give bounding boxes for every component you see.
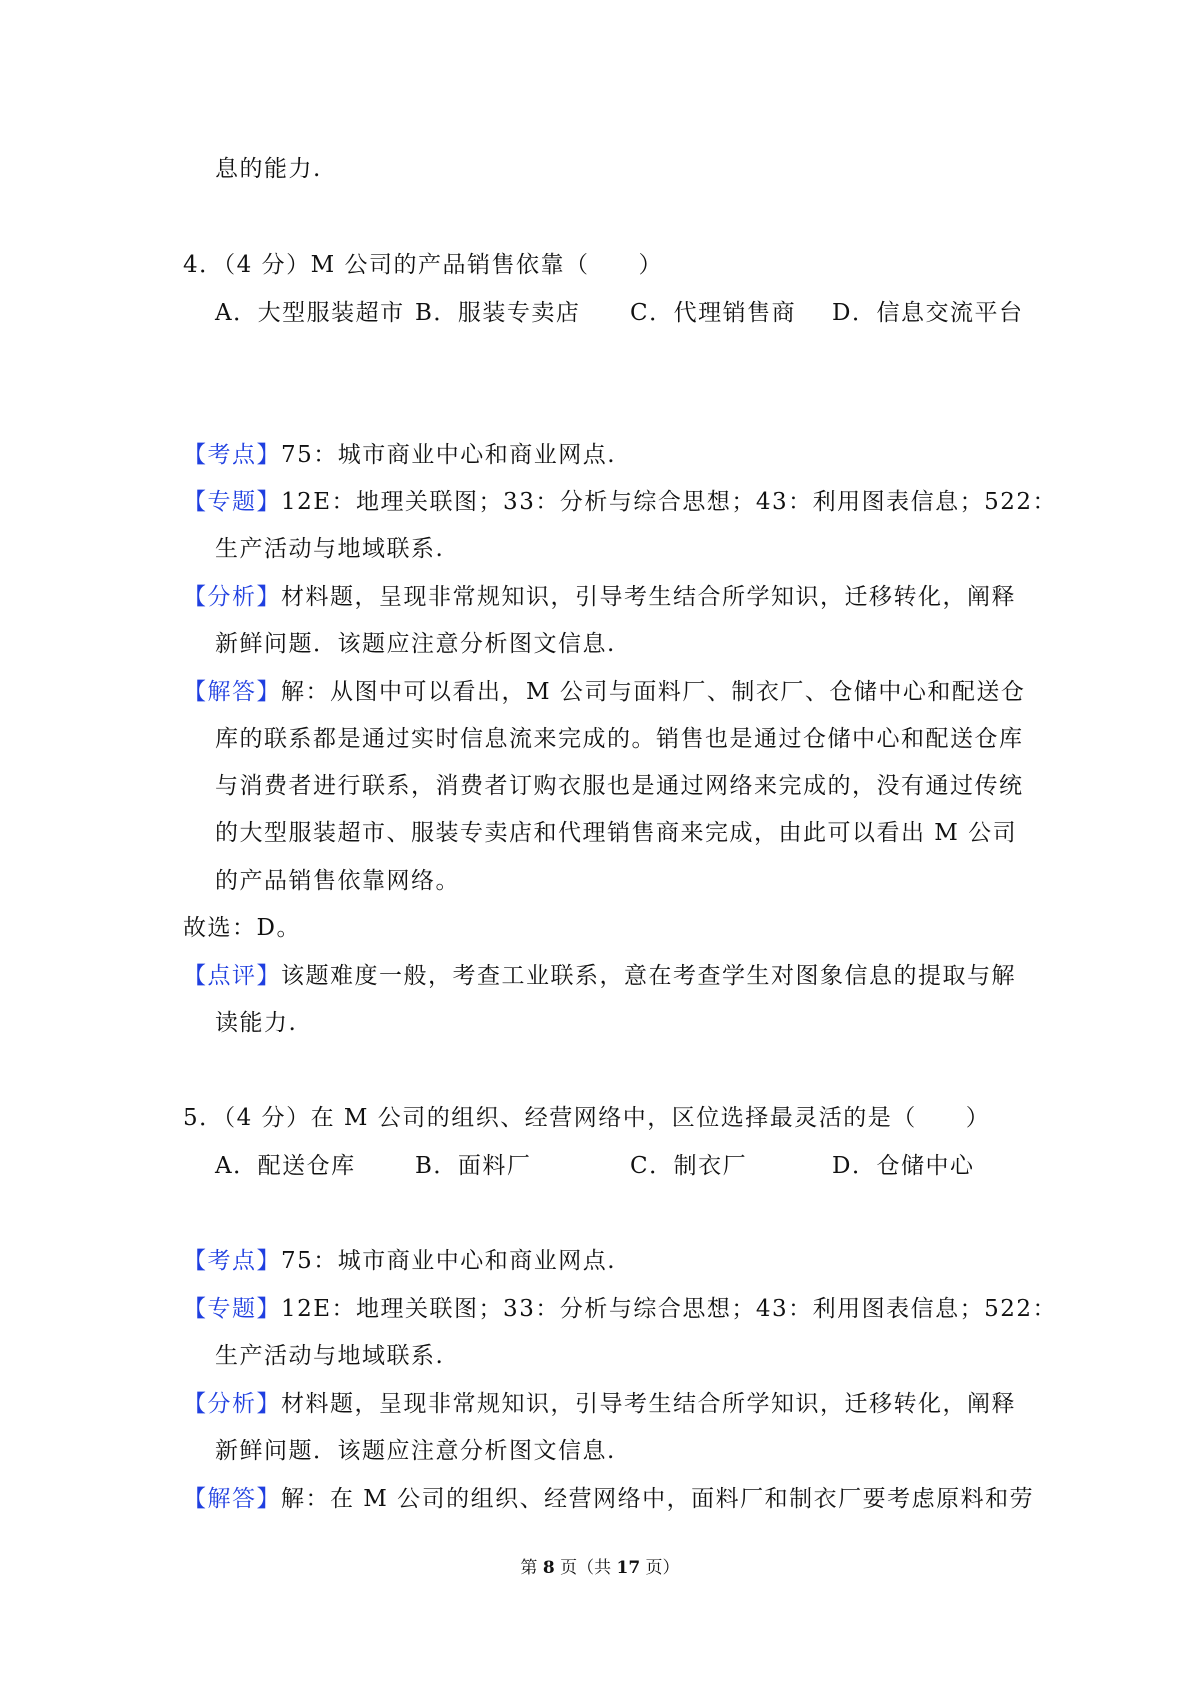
fenxi-tag: 【分析】 <box>183 1391 281 1417</box>
q4-option-b: B．服装专卖店 <box>415 300 581 326</box>
footer-total-pages: 17 <box>616 1558 641 1578</box>
q4-fenxi <box>183 582 1016 612</box>
jieda-text: 解：从图中可以看出，M 公司与面料厂、制衣厂、仓储中心和配送仓 <box>281 679 1026 705</box>
zhuanti-tag: 【专题】 <box>183 489 281 515</box>
q4-option-d: D．信息交流平台 <box>832 300 1024 326</box>
q4-jieda-line-3: 与消费者进行联系，消费者订购衣服也是通过网络来完成的，没有通过传统 <box>215 773 1024 799</box>
question-4-stem: 4．（4 分）M 公司的产品销售依靠（ ） <box>183 252 663 278</box>
q4-jieda-line-4: 的大型服装超市、服装专卖店和代理销售商来完成，由此可以看出 M 公司 <box>215 820 1018 846</box>
q4-jieda-line-5: 的产品销售依靠网络。 <box>215 868 460 894</box>
question-5-stem: 5．（4 分）在 M 公司的组织、经营网络中，区位选择最灵活的是（ ） <box>183 1105 991 1131</box>
dianping-tag: 【点评】 <box>183 963 281 989</box>
page-footer <box>0 1556 1200 1580</box>
q4-answer: 故选：D。 <box>183 915 301 941</box>
kaodian-tag: 【考点】 <box>183 442 281 468</box>
q5-zhuanti-cont: 生产活动与地域联系. <box>215 1343 445 1369</box>
zhuanti-text: 12E：地理关联图；33：分析与综合思想；43：利用图表信息；522： <box>281 1296 1057 1322</box>
q4-zhuanti-cont: 生产活动与地域联系. <box>215 536 445 562</box>
zhuanti-text: 12E：地理关联图；33：分析与综合思想；43：利用图表信息；522： <box>281 489 1057 515</box>
q4-dianping <box>183 961 1016 991</box>
continuation-line: 息的能力. <box>215 156 322 182</box>
q5-fenxi <box>183 1389 1016 1419</box>
q4-dianping-cont: 读能力. <box>215 1010 298 1036</box>
q4-kaodian <box>183 440 616 470</box>
q5-kaodian <box>183 1246 616 1276</box>
kaodian-text: 75：城市商业中心和商业网点. <box>281 1248 617 1274</box>
jieda-text: 解：在 M 公司的组织、经营网络中，面料厂和制衣厂要考虑原料和劳 <box>281 1486 1035 1512</box>
q5-option-a: A．配送仓库 <box>215 1153 356 1179</box>
fenxi-text: 材料题，呈现非常规知识，引导考生结合所学知识，迁移转化，阐释 <box>281 584 1016 610</box>
q4-option-a: A．大型服装超市 <box>215 300 405 326</box>
q5-jieda <box>183 1484 1034 1514</box>
dianping-text: 该题难度一般，考查工业联系，意在考查学生对图象信息的提取与解 <box>281 963 1016 989</box>
footer-page-number: 8 <box>542 1558 555 1578</box>
footer-prefix: 第 <box>520 1558 543 1578</box>
kaodian-tag: 【考点】 <box>183 1248 281 1274</box>
jieda-tag: 【解答】 <box>183 679 281 705</box>
q4-option-c: C．代理销售商 <box>630 300 797 326</box>
q4-jieda-line-2: 库的联系都是通过实时信息流来完成的。销售也是通过仓储中心和配送仓库 <box>215 726 1024 752</box>
fenxi-text: 材料题，呈现非常规知识，引导考生结合所学知识，迁移转化，阐释 <box>281 1391 1016 1417</box>
q4-jieda <box>183 677 1025 707</box>
q5-option-c: C．制衣厂 <box>630 1153 748 1179</box>
jieda-tag: 【解答】 <box>183 1486 281 1512</box>
q5-zhuanti <box>183 1294 1057 1324</box>
q4-fenxi-cont: 新鲜问题．该题应注意分析图文信息. <box>215 631 616 657</box>
q4-zhuanti <box>183 487 1057 517</box>
q5-option-b: B．面料厂 <box>415 1153 532 1179</box>
fenxi-tag: 【分析】 <box>183 584 281 610</box>
kaodian-text: 75：城市商业中心和商业网点. <box>281 442 617 468</box>
q5-fenxi-cont: 新鲜问题．该题应注意分析图文信息. <box>215 1438 616 1464</box>
q5-option-d: D．仓储中心 <box>832 1153 975 1179</box>
zhuanti-tag: 【专题】 <box>183 1296 281 1322</box>
footer-middle: 页（共 <box>554 1558 617 1578</box>
footer-suffix: 页） <box>640 1558 680 1578</box>
